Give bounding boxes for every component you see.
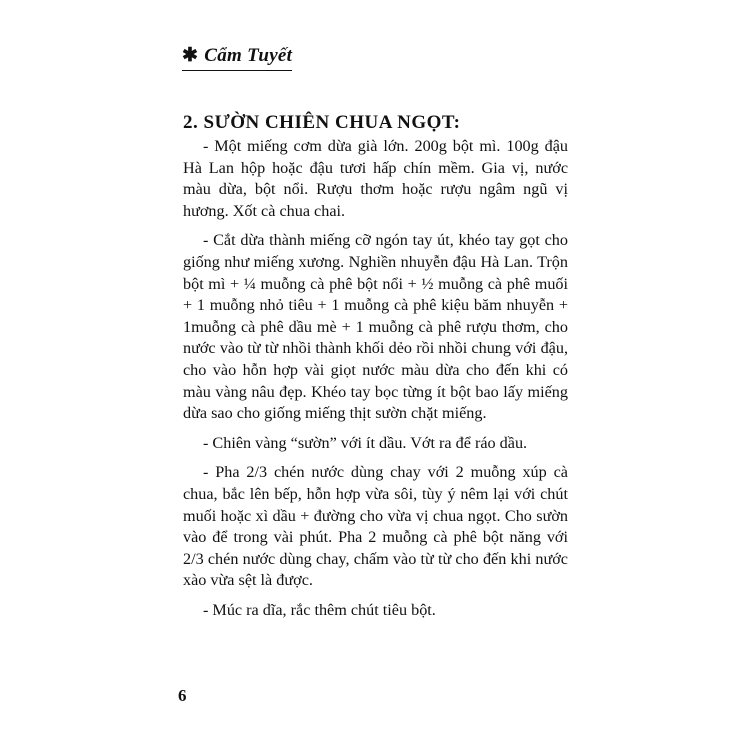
paragraph-serving: - Múc ra dĩa, rắc thêm chút tiêu bột. — [203, 600, 436, 619]
star-icon: ✱ — [182, 45, 199, 66]
paragraph-sauce: - Pha 2/3 chén nước dùng chay với 2 muỗng xúp cà chua, bắc lên bếp, hỗn hợp vừa sôi, tùy ý nêm lại với chút muối hoặc xì dầu + đường cho vừa vị chua ngọt. Cho sườn vào để trong vài phút. Pha 2 muỗng cà phê bột năng với 2/3 chén nước dùng chay, chấm vào từ từ cho đến khi nước xào vừa sệt là được. — [183, 463, 568, 590]
recipe-body — [183, 136, 568, 629]
paragraph-preparation: - Cắt dừa thành miếng cỡ ngón tay út, khéo tay gọt cho giống như miếng xương. Nghiền nhuyễn đậu Hà Lan. Trộn bột mì + ¼ muỗng cà phê bột nổi + ½ muỗng cà phê muối + 1 muỗng nhỏ tiêu + 1 muỗng cà phê kiệu băm nhuyễn + 1muỗng cà phê dầu mè + 1 muỗng cà phê rượu thơm, cho nước vào từ từ nhồi thành khối dẻo rồi nhồi chung với đậu, cho vào hỗn hợp vài giọt nước màu dừa cho đến khi có màu vàng nâu đẹp. Khéo tay bọc từng ít bột bao lấy miếng dừa sao cho giống miếng thịt sườn chặt miếng. — [183, 231, 568, 423]
section-title: 2. SƯỜN CHIÊN CHUA NGỌT: — [183, 112, 461, 133]
page-number: 6 — [178, 686, 187, 705]
paragraph-ingredients: - Một miếng cơm dừa già lớn. 200g bột mì. 100g đậu Hà Lan hộp hoặc đậu tươi hấp chín mềm. Gia vị, nước màu dừa, bột nổi. Rượu thơm hoặc rượu ngâm ngũ vị hương. Xốt cà chua chai. — [183, 137, 568, 220]
paragraph-frying: - Chiên vàng “sườn” với ít dầu. Vớt ra để ráo dầu. — [203, 433, 528, 452]
running-header — [182, 44, 292, 71]
author-name: Cẩm Tuyết — [204, 45, 293, 66]
